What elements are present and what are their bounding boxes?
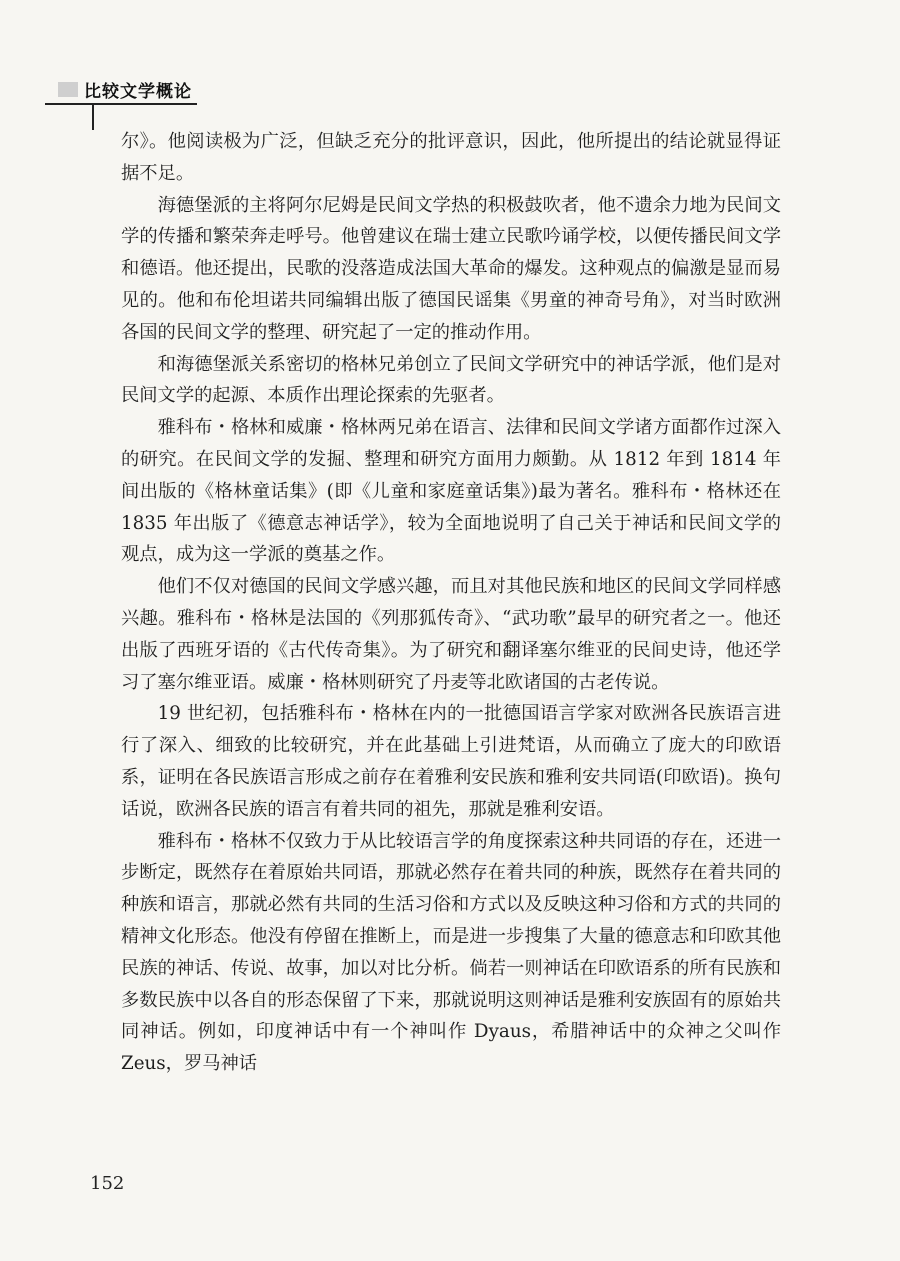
running-header [58,78,192,100]
paragraph: 雅科布・格林不仅致力于从比较语言学的角度探索这种共同语的存在，还进一步断定，既然存在着原始共同语，那就必然存在着共同的种族，既然存在着共同的种族和语言，那就必然有共同的生活习俗和方式以及反映这种习俗和方式的共同的精神文化形态。他没有停留在推断上，而是进一步搜集了大量的德意志和印欧其他民族的神话、传说、故事，加以对比分析。倘若一则神话在印欧语系的所有民族和多数民族中以各自的形态保留了下来，那就说明这则神话是雅利安族固有的原始共同神话。例如，印度神话中有一个神叫作 Dyaus，希腊神话中的众神之父叫作 Zeus，罗马神话 [121,830,781,1075]
header-marker-icon [58,82,78,97]
body-text [121,126,781,1080]
page-number: 152 [90,1173,125,1194]
paragraph: 和海德堡派关系密切的格林兄弟创立了民间文学研究中的神话学派，他们是对民间文学的起源、本质作出理论探索的先驱者。 [121,353,781,407]
paragraph: 他们不仅对德国的民间文学感兴趣，而且对其他民族和地区的民间文学同样感兴趣。雅科布・格林是法国的《列那狐传奇》、“武功歌”最早的研究者之一。他还出版了西班牙语的《古代传奇集》。为了研究和翻译塞尔维亚的民间史诗，他还学习了塞尔维亚语。威廉・格林则研究了丹麦等北欧诸国的古老传说。 [121,576,781,693]
paragraph: 海德堡派的主将阿尔尼姆是民间文学热的积极鼓吹者，他不遗余力地为民间文学的传播和繁荣奔走呼号。他曾建议在瑞士建立民歌吟诵学校，以便传播民间文学和德语。他还提出，民歌的没落造成法国大革命的爆发。这种观点的偏激是显而易见的。他和布伦坦诺共同编辑出版了德国民谣集《男童的神奇号角》，对当时欧洲各国的民间文学的整理、研究起了一定的推动作用。 [121,194,781,343]
paragraph: 尔》。他阅读极为广泛，但缺乏充分的批评意识，因此，他所提出的结论就显得证据不足。 [121,131,781,184]
header-horizontal-rule [45,103,197,105]
paragraph: 19 世纪初，包括雅科布・格林在内的一批德国语言学家对欧洲各民族语言进行了深入、细致的比较研究，并在此基础上引进梵语，从而确立了庞大的印欧语系，证明在各民族语言形成之前存在着雅利安民族和雅利安共同语(印欧语)。换句话说，欧洲各民族的语言有着共同的祖先，那就是雅利安语。 [121,703,781,820]
paragraph: 雅科布・格林和威廉・格林两兄弟在语言、法律和民间文学诸方面都作过深入的研究。在民间文学的发掘、整理和研究方面用力颇勤。从 1812 年到 1814 年间出版的《格林童话集》(即《儿童和家庭童话集》)最为著名。雅科布・格林还在 1835 年出版了《德意志神话学》，较为全面地说明了自己关于神话和民间文学的观点，成为这一学派的奠基之作。 [121,417,781,566]
book-title: 比较文学概论 [84,81,192,102]
header-vertical-rule [92,103,94,130]
